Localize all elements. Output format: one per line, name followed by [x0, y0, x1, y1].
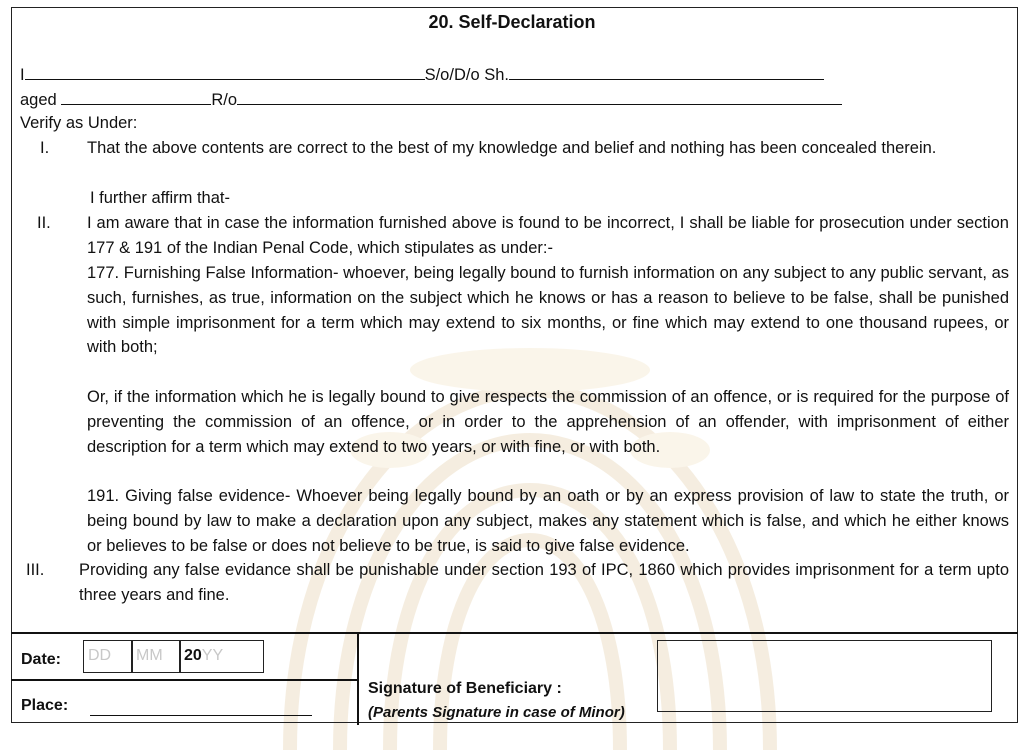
section-177-text: 177. Furnishing False Information- whoever, being legally bound to furnish information on any subject to any public servant, as such, furnishes, as true, information on the subject which he knows or has a reason to believe to be false, shall be punished with simple imprisonment for a term which may extend to six months, or fine which may extend to one thousand rupees, or with both; — [87, 264, 1009, 357]
item-iii-text: Providing any false evidance shall be punishable under section 193 of IPC, 1860 which provides imprisonment for a term upto three years and fine. — [79, 561, 1009, 604]
aged-label: aged — [20, 91, 57, 109]
date-place-divider — [11, 679, 357, 681]
item-i-text: That the above contents are correct to the best of my knowledge and belief and nothing has been concealed therein. — [87, 139, 937, 157]
footer-divider — [11, 632, 1018, 634]
year-placeholder: YY — [201, 647, 224, 664]
ro-label: R/o — [211, 91, 237, 109]
name-line — [20, 64, 824, 85]
or-clause-text: Or, if the information which he is legally bound to give respects the commission of an offence, or is required for the purpose of preventing the commission of an offence, or in order to the apprehension of an offender, with imprisonment of either description for a term which may extend to two years, or with fine, or with both. — [87, 388, 1009, 456]
affirm-text: I further affirm that- — [90, 189, 230, 207]
date-month-field[interactable]: MM — [131, 640, 181, 673]
footer-vertical-divider — [357, 632, 359, 725]
relation-label: S/o/D/o Sh. — [424, 66, 509, 84]
signature-label: Signature of Beneficiary : — [368, 680, 562, 697]
verify-label: Verify as Under: — [20, 114, 138, 132]
age-address-line — [20, 89, 842, 110]
address-blank[interactable] — [237, 89, 842, 105]
signature-box[interactable] — [657, 640, 992, 712]
item-iii-number: III. — [26, 561, 45, 579]
section-191-text: 191. Giving false evidence- Whoever being legally bound by an oath or by an express provision of law to state the truth, or being bound by law to make a declaration upon any subject, makes any statement which is false, and which he either knows or believes to be false or does not believe to be true, is said to give false evidence. — [87, 487, 1009, 555]
name-blank[interactable] — [25, 64, 425, 80]
item-ii-number: II. — [37, 214, 51, 232]
date-day-field[interactable]: DD — [83, 640, 133, 673]
date-label: Date: — [21, 651, 62, 668]
year-prefix: 20 — [184, 647, 202, 664]
place-label: Place: — [21, 697, 69, 714]
item-i-number: I. — [40, 139, 50, 157]
age-blank[interactable] — [61, 89, 211, 105]
section-title: 20. Self-Declaration — [428, 12, 596, 32]
signature-note: (Parents Signature in case of Minor) — [368, 704, 625, 721]
form-border — [11, 7, 1018, 723]
date-year-field[interactable] — [179, 640, 264, 673]
i-label: I — [20, 66, 25, 84]
place-blank[interactable] — [90, 700, 312, 716]
father-name-blank[interactable] — [509, 64, 824, 80]
item-ii-text: I am aware that in case the information furnished above is found to be incorrect, I shall be liable for prosecution under section 177 & 191 of the Indian Penal Code, which stipulates as under:- — [87, 214, 1009, 257]
